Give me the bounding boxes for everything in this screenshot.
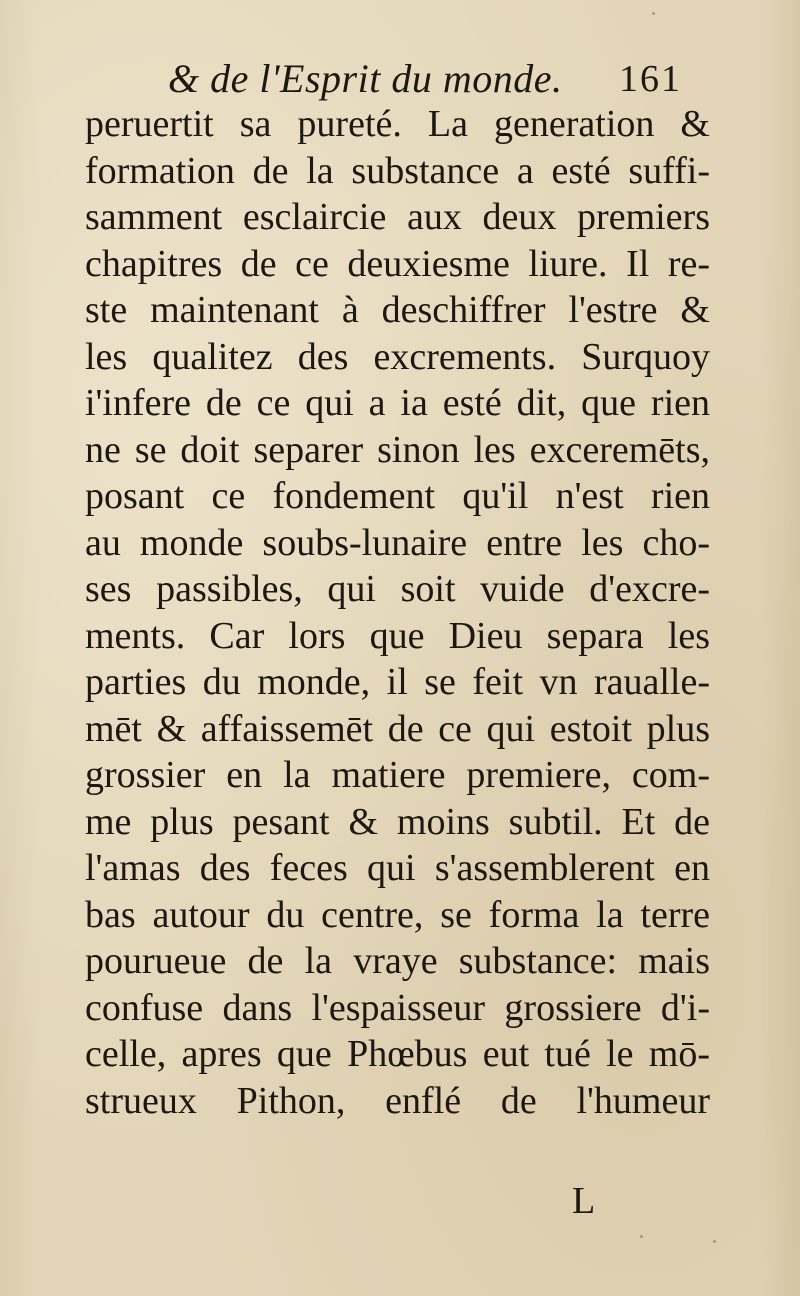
text-line: ne se doit separer sinon les exceremēts, [85, 428, 710, 471]
page-number: 161 [619, 58, 682, 100]
text-line: samment esclaircie aux deux premiers [85, 196, 710, 238]
catchword: L [572, 1180, 596, 1222]
text-line: confuse dans l'espaisseur grossiere d'i- [85, 986, 710, 1029]
paper-speck [713, 1240, 716, 1243]
paper-speck [640, 1235, 643, 1238]
text-line: ments. Car lors que Dieu separa les [85, 614, 710, 657]
text-line: au monde soubs-lunaire entre les cho- [85, 521, 710, 564]
text-line: formation de la substance a esté suffi- [85, 149, 710, 192]
running-head [168, 54, 688, 104]
text-line: me plus pesant & moins subtil. Et de [85, 800, 710, 843]
text-line: posant ce fondement qu'il n'est rien [85, 475, 710, 517]
paper-speck [652, 12, 655, 15]
text-line: i'infere de ce qui a ia esté dit, que rien [85, 382, 710, 424]
text-line: celle, apres que Phœbus eut tué le mō- [85, 1033, 710, 1075]
running-title: & de l'Esprit du monde. [168, 56, 563, 101]
text-line: grossier en la matiere premiere, com- [85, 754, 710, 796]
body-text [85, 101, 710, 1124]
text-line: ste maintenant à deschiffrer l'estre & [85, 289, 710, 331]
text-line: les qualitez des excrements. Surquoy [85, 335, 710, 378]
text-line: chapitres de ce deuxiesme liure. Il re- [85, 242, 710, 285]
text-line: peruertit sa pureté. La generation & [85, 103, 710, 145]
text-line: ses passibles, qui soit vuide d'excre- [85, 568, 710, 610]
text-line: pourueue de la vraye substance: mais [85, 940, 710, 982]
text-line: strueux Pithon, enflé de l'humeur [85, 1079, 710, 1122]
text-line: mēt & affaissemēt de ce qui estoit plus [85, 707, 710, 750]
text-line: parties du monde, il se feit vn rauallе- [85, 661, 710, 703]
text-line: bas autour du centre, se forma la terre [85, 893, 710, 936]
text-line: l'amas des feces qui s'assemblerent en [85, 847, 710, 889]
